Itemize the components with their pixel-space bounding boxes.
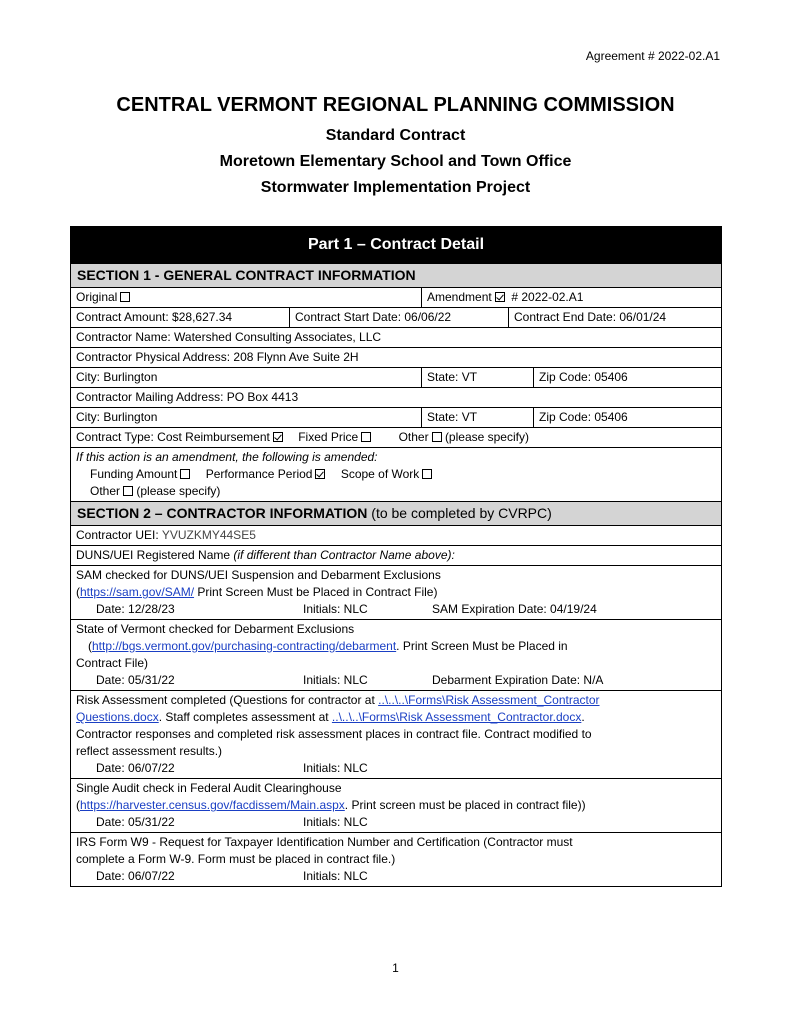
funding-amount-checkbox[interactable]: [180, 469, 190, 479]
fixed-price-label: Fixed Price: [298, 430, 359, 444]
contract-end-date: Contract End Date: 06/01/24: [508, 308, 721, 327]
project-location-title: Moretown Elementary School and Town Office: [219, 153, 572, 170]
risk-questions-link-part2[interactable]: Questions.docx: [76, 710, 159, 724]
part1-header: Part 1 – Contract Detail: [71, 227, 721, 263]
risk-mid: . Staff completes assessment at: [158, 710, 332, 724]
vt-date: Date: 05/31/22: [96, 673, 175, 687]
other-suffix: (please specify): [444, 430, 529, 444]
audit-line1: Single Audit check in Federal Audit Clearinghouse: [76, 781, 342, 795]
original-cell: [71, 288, 421, 307]
mailing-address: Contractor Mailing Address: PO Box 4413: [76, 390, 299, 404]
amend-other-label: Other: [90, 484, 121, 498]
scope-of-work-label: Scope of Work: [340, 467, 420, 481]
amendment-number: # 2022-02.A1: [511, 290, 584, 304]
risk-line2: [76, 709, 716, 726]
amendment-cell: [421, 288, 721, 307]
sam-line2: [76, 584, 716, 601]
contractor-name: Contractor Name: Watershed Consulting Associates, LLC: [76, 330, 382, 344]
vt-open-paren: (: [88, 639, 92, 653]
amend-other-suffix: (please specify): [136, 484, 221, 498]
sam-line1: SAM checked for DUNS/UEI Suspension and Debarment Exclusions: [76, 568, 441, 582]
uei-value: YVUZKMY44SE5: [161, 528, 256, 542]
risk-sign-line: [76, 760, 716, 777]
sam-initials: Initials: NLC: [303, 602, 368, 616]
city-state-zip-row-2: [71, 407, 721, 427]
uei-label: Contractor UEI:: [76, 528, 159, 542]
org-title: CENTRAL VERMONT REGIONAL PLANNING COMMISSION: [116, 94, 675, 116]
risk-line4: reflect assessment results.): [76, 744, 223, 758]
sam-open-paren: (: [76, 585, 80, 599]
section2-header: [71, 501, 721, 525]
vt-expiration: Debarment Expiration Date: N/A: [432, 673, 604, 687]
section2-header-title: SECTION 2 – CONTRACTOR INFORMATION: [77, 505, 368, 521]
amend-options: [76, 466, 716, 483]
original-label: Original: [76, 290, 118, 304]
sam-rest: Print Screen Must be Placed in Contract File): [194, 585, 438, 599]
sam-date: Date: 12/28/23: [96, 602, 175, 616]
sam-link[interactable]: https://sam.gov/SAM/: [80, 585, 195, 599]
risk-questions-link-part1[interactable]: ..\..\..\Forms\Risk Assessment_Contractor: [378, 693, 600, 707]
amend-other-line: [76, 483, 716, 500]
agreement-number: Agreement # 2022-02.A1: [585, 49, 720, 63]
scope-of-work-checkbox[interactable]: [422, 469, 432, 479]
zip-2: Zip Code: 05406: [533, 408, 721, 427]
risk-date: Date: 06/07/22: [96, 761, 175, 775]
cost-reimbursement-checkbox[interactable]: [273, 432, 283, 442]
project-name-title: Stormwater Implementation Project: [260, 179, 531, 196]
contract-amount-row: [71, 307, 721, 327]
fixed-price-checkbox[interactable]: [361, 432, 371, 442]
uei: [71, 526, 721, 545]
single-audit-block: [71, 778, 721, 832]
contract-amount: Contract Amount: $28,627.34: [76, 310, 233, 324]
vt-rest: . Print Screen Must be Placed in: [396, 639, 568, 653]
contract-type: [71, 428, 721, 447]
risk-pre: Risk Assessment completed (Questions for contractor at: [76, 693, 379, 707]
vt-line1: State of Vermont checked for Debarment Exclusions: [76, 622, 355, 636]
page-number: 1: [392, 961, 399, 975]
city-2: City: Burlington: [76, 410, 158, 424]
duns-note: (if different than Contractor Name above):: [233, 548, 455, 562]
irs-date: Date: 06/07/22: [96, 869, 175, 883]
audit-line2: [76, 797, 716, 814]
amendment-details: [71, 447, 721, 501]
state-2: State: VT: [421, 408, 533, 427]
sam-expiration: SAM Expiration Date: 04/19/24: [432, 602, 597, 616]
contract-type-label: Contract Type: Cost Reimbursement: [76, 430, 270, 444]
audit-open-paren: (: [76, 798, 80, 812]
risk-line3: Contractor responses and completed risk assessment places in contract file. Contract modified to: [76, 727, 592, 741]
duns: [71, 546, 721, 565]
audit-link[interactable]: https://harvester.census.gov/facdissem/Main.aspx: [80, 798, 345, 812]
vt-line3: Contract File): [76, 656, 149, 670]
vt-sign-line: [76, 672, 716, 689]
amendment-checkbox[interactable]: [495, 292, 505, 302]
irs-sign-line: [76, 868, 716, 885]
performance-period-checkbox[interactable]: [315, 469, 325, 479]
physical-address-row: [71, 347, 721, 367]
audit-date: Date: 05/31/22: [96, 815, 175, 829]
contract-start-date: Contract Start Date: 06/06/22: [289, 308, 508, 327]
physical-address: Contractor Physical Address: 208 Flynn Ave Suite 2H: [76, 350, 359, 364]
irs-line2: complete a Form W-9. Form must be placed in contract file.): [76, 852, 396, 866]
risk-end: .: [581, 710, 585, 724]
risk-assessment-link[interactable]: ..\..\..\Forms\Risk Assessment_Contractor.docx: [331, 710, 582, 724]
uei-row: [71, 525, 721, 545]
section1-header: SECTION 1 - GENERAL CONTRACT INFORMATION: [71, 263, 721, 287]
city-state-zip-row-1: [71, 367, 721, 387]
amend-note: If this action is an amendment, the following is amended:: [76, 450, 378, 464]
contract-type-row: [71, 427, 721, 447]
performance-period-label: Performance Period: [205, 467, 313, 481]
audit-sign-line: [76, 814, 716, 831]
duns-row: [71, 545, 721, 565]
audit-rest: . Print screen must be placed in contract file)): [344, 798, 586, 812]
state-1: State: VT: [421, 368, 533, 387]
sam-check-block: [71, 565, 721, 619]
irs-w9-block: [71, 832, 721, 886]
contract-type-title: Standard Contract: [325, 127, 466, 144]
vt-initials: Initials: NLC: [303, 673, 368, 687]
risk-line1: [76, 692, 716, 709]
city-1: City: Burlington: [76, 370, 158, 384]
contract-detail-table: [70, 226, 722, 887]
audit-initials: Initials: NLC: [303, 815, 368, 829]
irs-line1: IRS Form W9 - Request for Taxpayer Identification Number and Certification (Contractor must: [76, 835, 573, 849]
mailing-address-row: [71, 387, 721, 407]
sam-sign-line: [76, 601, 716, 618]
funding-amount-label: Funding Amount: [90, 467, 178, 481]
vt-debarment-link[interactable]: http://bgs.vermont.gov/purchasing-contracting/debarment: [92, 639, 397, 653]
zip-1: Zip Code: 05406: [533, 368, 721, 387]
original-amendment-row: [71, 287, 721, 307]
amendment-label: Amendment: [427, 290, 492, 304]
duns-label: DUNS/UEI Registered Name: [76, 548, 234, 562]
amend-other-checkbox[interactable]: [123, 486, 133, 496]
vt-debarment-block: [71, 619, 721, 690]
vt-line2: [76, 638, 716, 655]
other-checkbox[interactable]: [432, 432, 442, 442]
irs-initials: Initials: NLC: [303, 869, 368, 883]
original-checkbox[interactable]: [120, 292, 130, 302]
document-title-block: [0, 94, 791, 201]
risk-initials: Initials: NLC: [303, 761, 368, 775]
section2-header-note: (to be completed by CVRPC): [367, 505, 552, 521]
risk-assessment-block: [71, 690, 721, 778]
contractor-name-row: [71, 327, 721, 347]
other-label: Other: [398, 430, 429, 444]
